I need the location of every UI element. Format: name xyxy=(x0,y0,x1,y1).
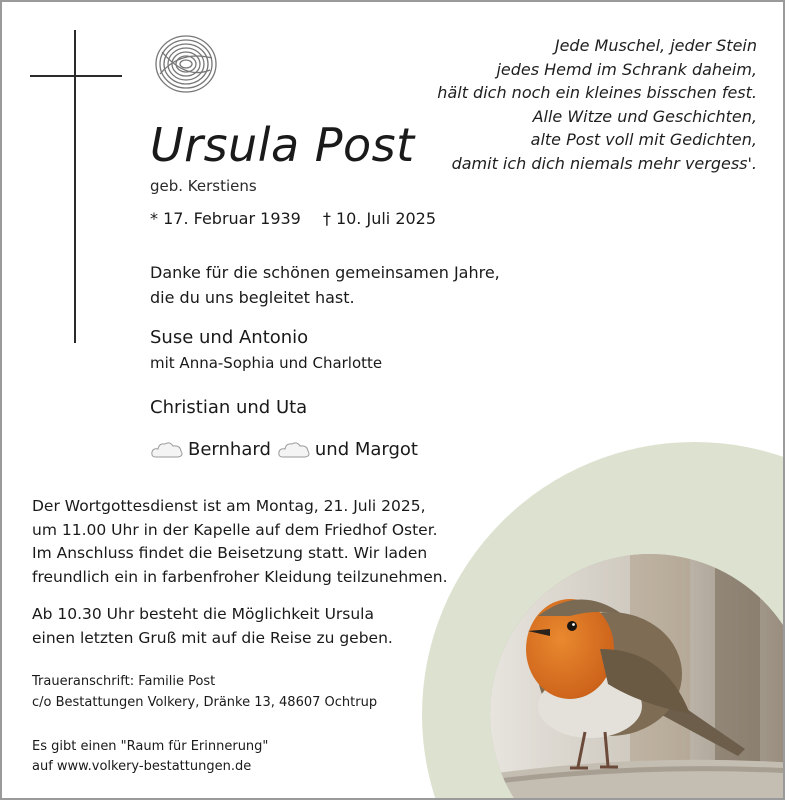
visit-line: Ab 10.30 Uhr besteht die Möglichkeit Ursula xyxy=(32,605,374,623)
family-group-2: Christian und Uta xyxy=(150,397,308,418)
birth-date: * 17. Februar 1939 xyxy=(150,209,301,228)
family-group-1: Suse und Antonio xyxy=(150,327,309,348)
poem xyxy=(437,34,757,175)
family-name-rest: und Margot xyxy=(314,439,418,460)
service-line: um 11.00 Uhr in der Kapelle auf dem Friedhof Oster. xyxy=(32,520,438,539)
deceased-name: Ursula Post xyxy=(150,118,415,172)
memory-room-info xyxy=(32,737,268,777)
poem-line: Alle Witze und Geschichten, xyxy=(532,106,757,126)
family-group-3 xyxy=(150,439,418,460)
service-line: freundlich ein in farbenfroher Kleidung teilzunehmen. xyxy=(32,567,448,586)
address-line: Traueranschrift: Familie Post xyxy=(32,674,216,689)
cloud-icon xyxy=(150,440,184,460)
poem-line: damit ich dich niemals mehr vergess'. xyxy=(451,153,757,173)
memory-link[interactable]: auf www.volkery-bestattungen.de xyxy=(32,759,252,774)
visit-info xyxy=(32,603,393,650)
cloud-icon xyxy=(277,440,311,460)
birth-name: geb. Kerstiens xyxy=(150,177,257,195)
family-group-1-sub: mit Anna-Sophia und Charlotte xyxy=(150,354,383,372)
service-line: Im Anschluss findet die Beisetzung statt. Wir laden xyxy=(32,544,428,562)
fingerprint-icon xyxy=(150,30,220,96)
thanks-text xyxy=(150,260,500,310)
visit-line: einen letzten Gruß mit auf die Reise zu geben. xyxy=(32,628,393,647)
life-dates xyxy=(150,209,436,228)
cross-icon-bar xyxy=(30,75,122,77)
memory-line: Es gibt einen "Raum für Erinnerung" xyxy=(32,739,269,754)
address-line: c/o Bestattungen Volkery, Dränke 13, 48607 Ochtrup xyxy=(32,694,378,710)
poem-line: hält dich noch ein kleines bisschen fest. xyxy=(437,83,757,102)
death-date: † 10. Juli 2025 xyxy=(322,209,437,228)
family-name-bernhard: Bernhard xyxy=(188,439,271,460)
poem-line: Jede Muschel, jeder Stein xyxy=(554,36,757,55)
thanks-line: Danke für die schönen gemeinsamen Jahre, xyxy=(150,263,500,282)
poem-line: alte Post voll mit Gedichten, xyxy=(530,130,757,149)
service-line: Der Wortgottesdienst ist am Montag, 21. Juli 2025, xyxy=(32,497,426,515)
service-info xyxy=(32,495,448,589)
mourning-address xyxy=(32,672,377,713)
poem-line: jedes Hemd im Schrank daheim, xyxy=(496,59,757,79)
thanks-line: die du uns begleitet hast. xyxy=(150,288,355,307)
